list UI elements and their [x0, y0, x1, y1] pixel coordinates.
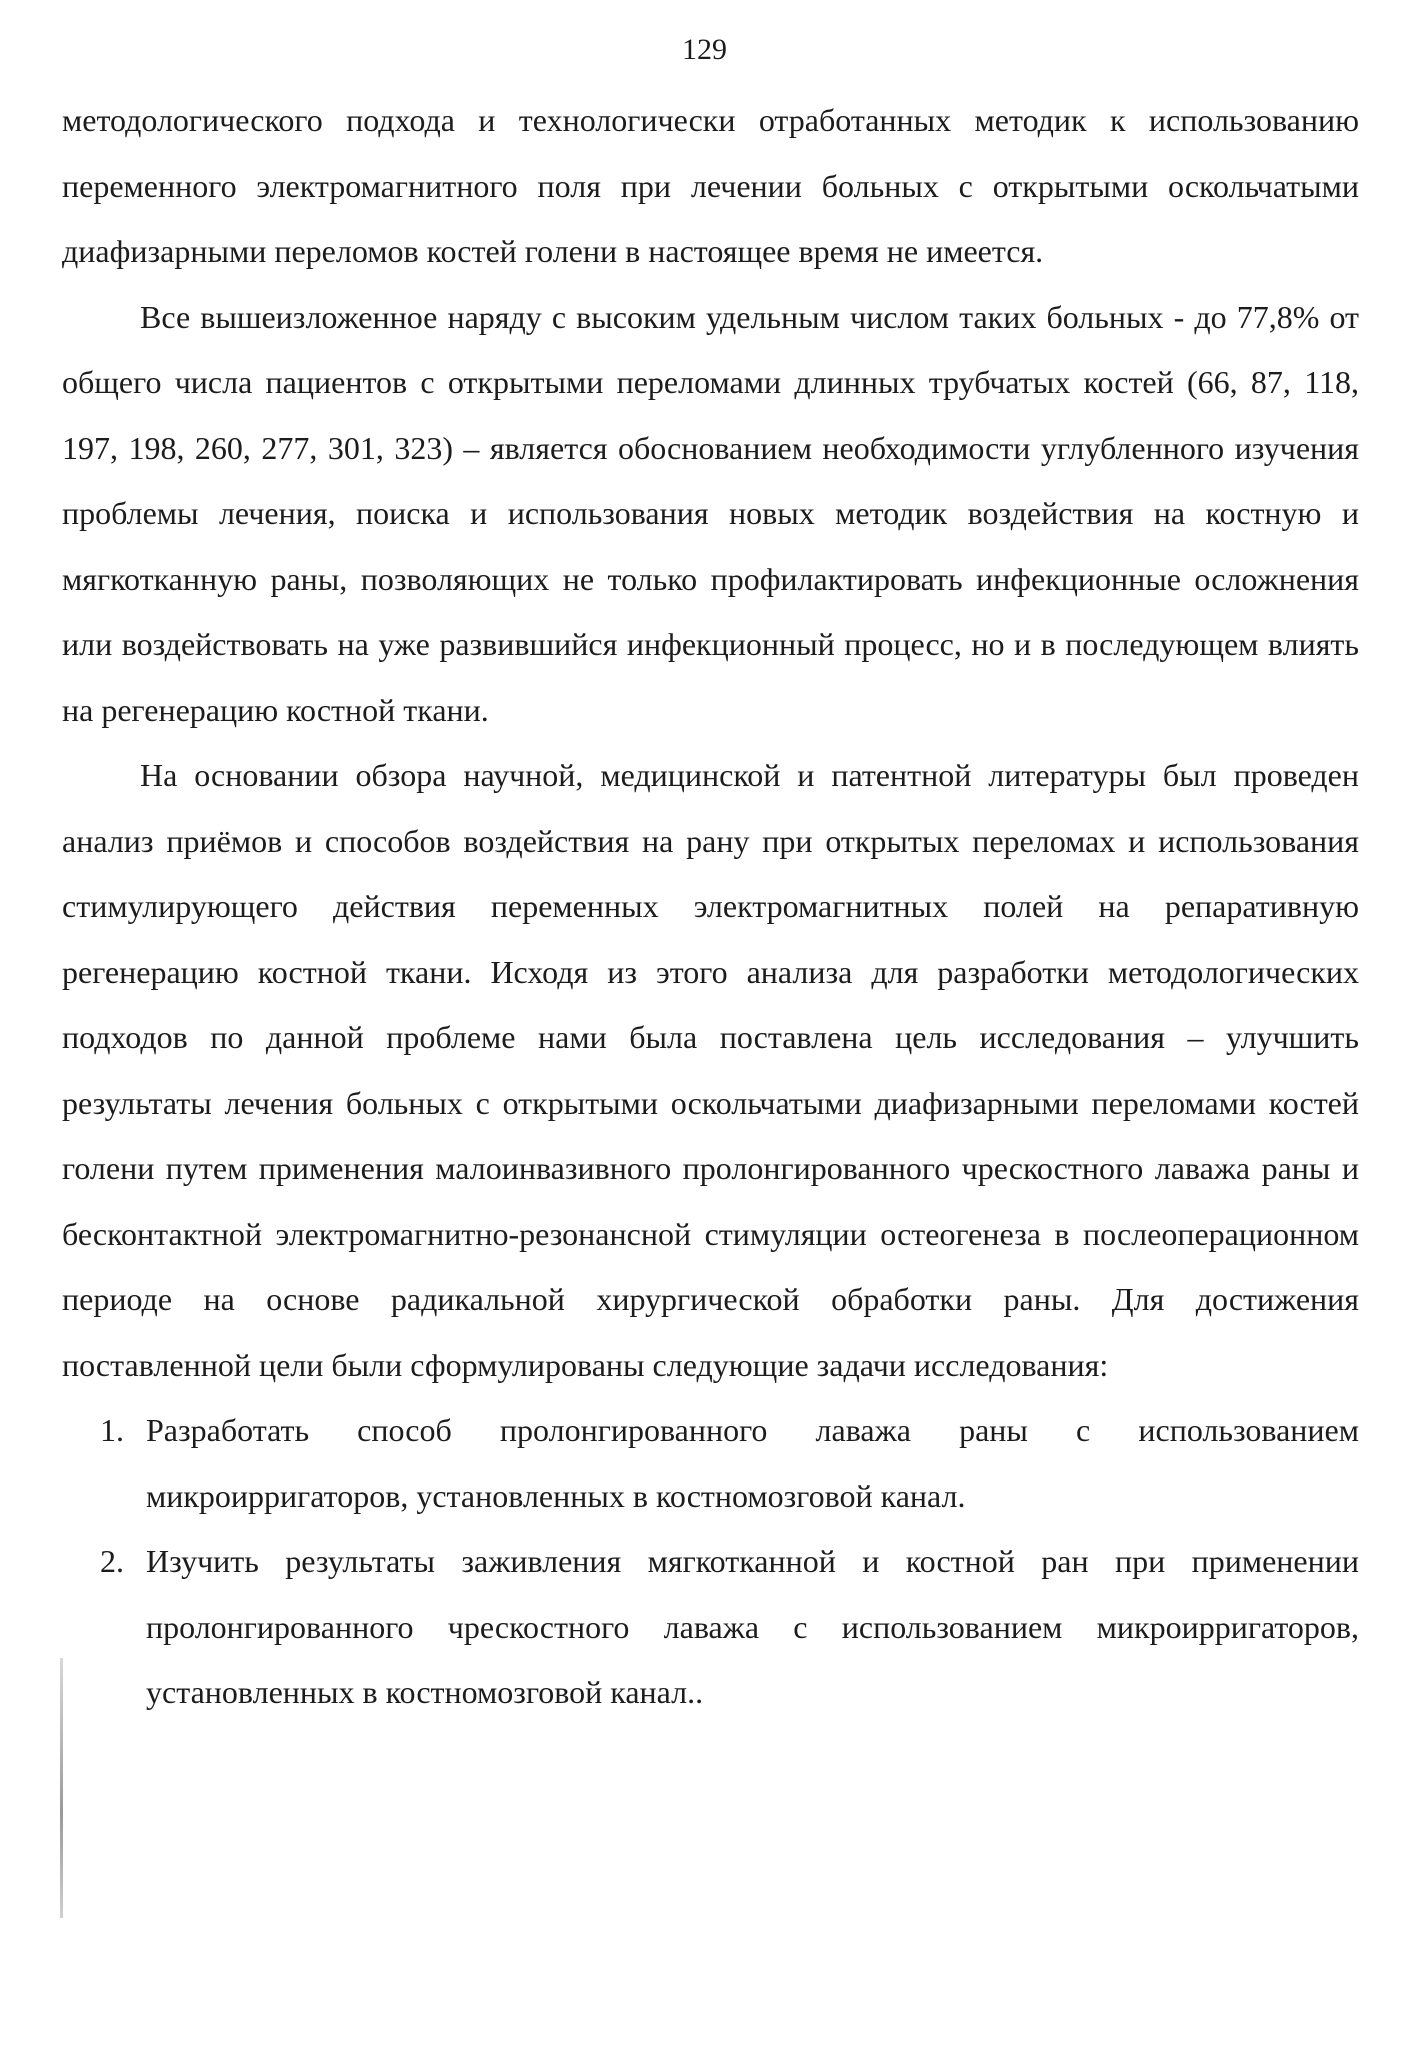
paragraph-continuation: методологического подхода и технологически отработанных методик к использованию переменного электромагнитного поля при лечении больных с открытыми оскольчатыми диафизарными переломов костей голени в настоящее время не имеется.: [62, 102, 1359, 269]
list-item: [62, 1398, 1359, 1529]
list-item-number: 2.: [100, 1543, 124, 1579]
paragraph-justification: Все вышеизложенное наряду с высоким удельным числом таких больных - до 77,8% от общего числа пациентов с открытыми переломами длинных трубчатых костей (66, 87, 118, 197, 198, 260, 277, 301, 323) – является обоснованием необходимости углубленного изучения проблемы лечения, поиска и использования новых методик воздействия на костную и мягкотканную раны, позволяющих не только профилактировать инфекционные осложнения или воздействовать на уже развившийся инфекционный процесс, но и в последующем влиять на регенерацию костной ткани.: [62, 298, 1359, 728]
body-text: [62, 88, 1359, 1726]
page-number: 129: [682, 33, 727, 66]
list-item: [62, 1529, 1359, 1726]
list-item-number: 1.: [100, 1412, 124, 1448]
list-item-text: Разработать способ пролонгированного лаважа раны с использованием микроирригаторов, установленных в костномозговой канал.: [146, 1412, 1359, 1514]
list-item-text: Изучить результаты заживления мягкотканной и костной ран при применении пролонгированного чрескостного лаважа с использованием микроирригаторов, установленных в костномозговой канал..: [146, 1543, 1359, 1710]
task-list: [62, 1398, 1359, 1726]
paragraph-research-goal: На основании обзора научной, медицинской и патентной литературы был проведен анализ приёмов и способов воздействия на рану при открытых переломах и использования стимулирующего действия переменных электромагнитных полей на репаративную регенерацию костной ткани. Исходя из этого анализа для разработки методологических подходов по данной проблеме нами была поставлена цель исследования – улучшить результаты лечения больных с открытыми оскольчатыми диафизарными переломами костей голени путем применения малоинвазивного пролонгированного чрескостного лаважа раны и бесконтактной электромагнитно-резонансной стимуляции остеогенеза в послеоперационном периоде на основе радикальной хирургической обработки раны. Для достижения поставленной цели были сформулированы следующие задачи исследования:: [62, 757, 1359, 1383]
